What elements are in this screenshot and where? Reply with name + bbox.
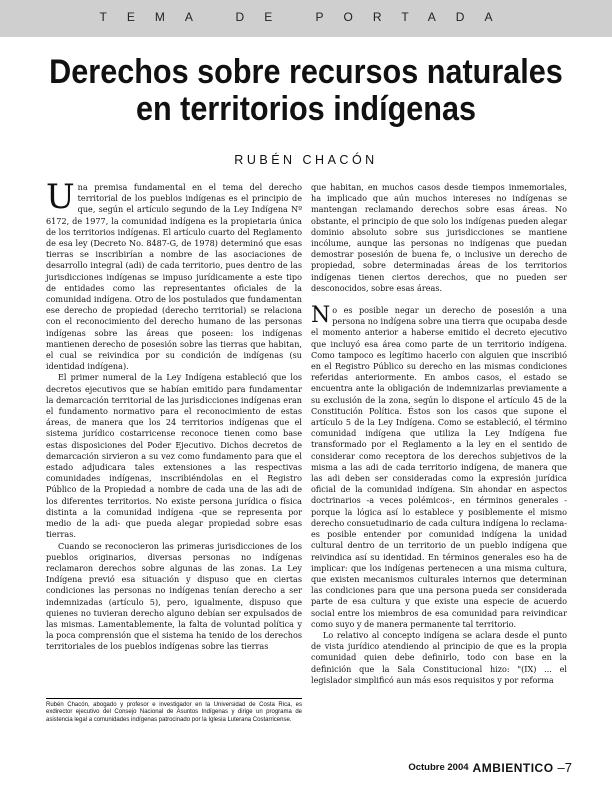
article-title bbox=[49, 54, 564, 128]
footnote-divider bbox=[46, 698, 302, 699]
paragraph: Lo relativo al concepto indígena se aclara desde el punto de vista jurídico atendiendo al principio de que es la propia comunidad quien debe definirlo, todo con base en la definición que la Sala Constitucional hizo: "(IX) ... el legislador simplificó aun más esos requisitos y por reforma bbox=[311, 629, 567, 685]
right-column bbox=[311, 182, 567, 686]
magazine-logo: AMBIENTICO bbox=[472, 760, 554, 775]
drop-cap: N bbox=[311, 303, 331, 329]
title-line-2: en territorios indígenas bbox=[135, 90, 477, 128]
paragraph: que habitan, en muchos casos desde tiempos inmemoriales, ha implicado que aún muchos intereses no indígenas se mantengan reclamando derechos sobre esas áreas. No obstante, el principio de que solo los indígenas pueden alegar dominio absoluto sobre sus jurisdicciones se mantiene incólume, aunque las personas no indígenas que puedan demostrar posesión de buena fe, o inclusive un derecho de propiedad, sobre determinadas áreas de los territorios indígenas tienen ciertos derechos, que no pueden ser desconocidos, sobre esas áreas. bbox=[311, 182, 567, 293]
title-line-1: Derechos sobre recursos naturales bbox=[49, 53, 563, 91]
author-footnote: Rubén Chacón, abogado y profesor e investigador en la Universidad de Costa Rica, es exdirector ejecutivo del Consejo Nacional de Asuntos Indígenas y dirige un programa de asistencia legal a comunidades indígenas patrocinado por la Iglesia Luterana Costarricense. bbox=[46, 702, 302, 723]
paragraph: Una premisa fundamental en el tema del derecho territorial de los pueblos indígenas es el principio de que, según el artículo segundo de la Ley Indígena Nº 6172, de 1977, la comunidad indígena es la propietaria única de los territorios indígenas. El artículo cuarto del Reglamento de esa ley (Decreto No. 8487-G, de 1978) determinó que esas tierras se inscribirían a nombre de las asociaciones de desarrollo integral (adi) de cada territorio, pues dentro de las jurisdicciones indígenas se impuso jurídicamente a este tipo de entidades como las representantes oficiales de la comunidad indígena. Otro de los postulados que fundamentan ese derecho de propiedad (derecho territorial) se relaciona con el reconocimiento del derecho humano de las personas indígenas sobre las áreas que poseen: los indígenas mantienen derecho de posesión sobre las tierras que habitan, el cual se reivindica por su condición de indígenas (su identidad indígena). bbox=[46, 177, 302, 372]
paragraph: No es posible negar un derecho de posesión a una persona no indígena sobre una tierra que ocupaba desde el momento anterior a haberse emitido el decreto ejecutivo que incluyó esa área como parte de un territorio indígena. Como tampoco es legítimo hacerlo con alguien que inscribió en el Registro Público su derecho en las mismas condiciones referidas anteriormente. En ambos casos, el estado se encuentra ante la obligación de indemnizarlas previamente a su exclusión de la zona, según lo dispone el artículo 45 de la Constitución Política. Éstos son los casos que supone el artículo 5 de la Ley Indígena. Como se estableció, el término comunidad indígena que utiliza la Ley Indígena fue transformado por el Reglamento a la ley en el sentido de considerar como receptora de los derechos subjetivos de la misma a las adi de cada territorio indígena, de manera que las adi deben ser consideradas como la expresión jurídica oficial de la comunidad indígena. Sin ahondar en aspectos doctrinarios -a veces polémicos-, en términos generales -porque la lógica así lo establece y posiblemente el mismo derecho consuetudinario de cada cultura indígena lo reclama- es posible entender por comunidad indígena la unidad cultural dentro de un territorio de un pueblo indígena que reivindica así su identidad. En términos generales eso ha de implicar: que los indígenas pertenecen a una misma cultura, que existen mecanismos culturales internos que determinan las condiciones para que una persona pueda ser considerada parte de esa cultura y que existe una especie de acuerdo social entre los miembros de esa comunidad para reivindicar como suyo y de manera permanente tal territorio. bbox=[311, 303, 567, 629]
section-label: TEMA DE PORTADA bbox=[99, 10, 513, 24]
paragraph: El primer numeral de la Ley Indígena estableció que los decretos ejecutivos que se habían emitido para fundamentar la demarcación territorial de las jurisdicciones indígenas eran el fundamento normativo para el reconocimiento de estas áreas, de manera que los 24 territorios indígenas que el sistema jurídico costarricense reconoce tienen como base estas disposiciones del Poder Ejecutivo. Dichos decretos de demarcación sirvieron a su vez como fundamento para que el estado adjudicara tales extensiones a las respectivas comunidades indígenas, inscribiéndolas en el Registro Público de la Propiedad a nombre de cada una de las adi de los diferentes territorios. No existe persona jurídica o física distinta a la comunidad indígena -que se representa por medio de la adi- que pueda alegar propiedad sobre esas tierras. bbox=[46, 372, 302, 540]
page-footer bbox=[408, 760, 572, 775]
author-byline: RUBÉN CHACÓN bbox=[234, 153, 378, 167]
drop-cap: U bbox=[46, 177, 75, 217]
left-column bbox=[46, 177, 302, 653]
page-number: –7 bbox=[557, 760, 572, 775]
issue-date: Octubre 2004 bbox=[408, 762, 469, 773]
paragraph: Cuando se reconocieron las primeras jurisdicciones de los pueblos originarios, diversas personas no indígenas reclamaron derechos sobre algunas de las zonas. La Ley Indígena previó esa situación y dispuso que en ciertas condiciones las personas no indígenas tenían derecho a ser indemnizadas (artículo 5), pero, igualmente, dispuso que quienes no tuvieran derecho alguno debían ser expulsados de las mismas. Lamentablemente, la falta de voluntad política y la poca comprensión que el sistema ha tenido de los derechos territoriales de los pueblos indígenas sobre las tierras bbox=[46, 540, 302, 652]
